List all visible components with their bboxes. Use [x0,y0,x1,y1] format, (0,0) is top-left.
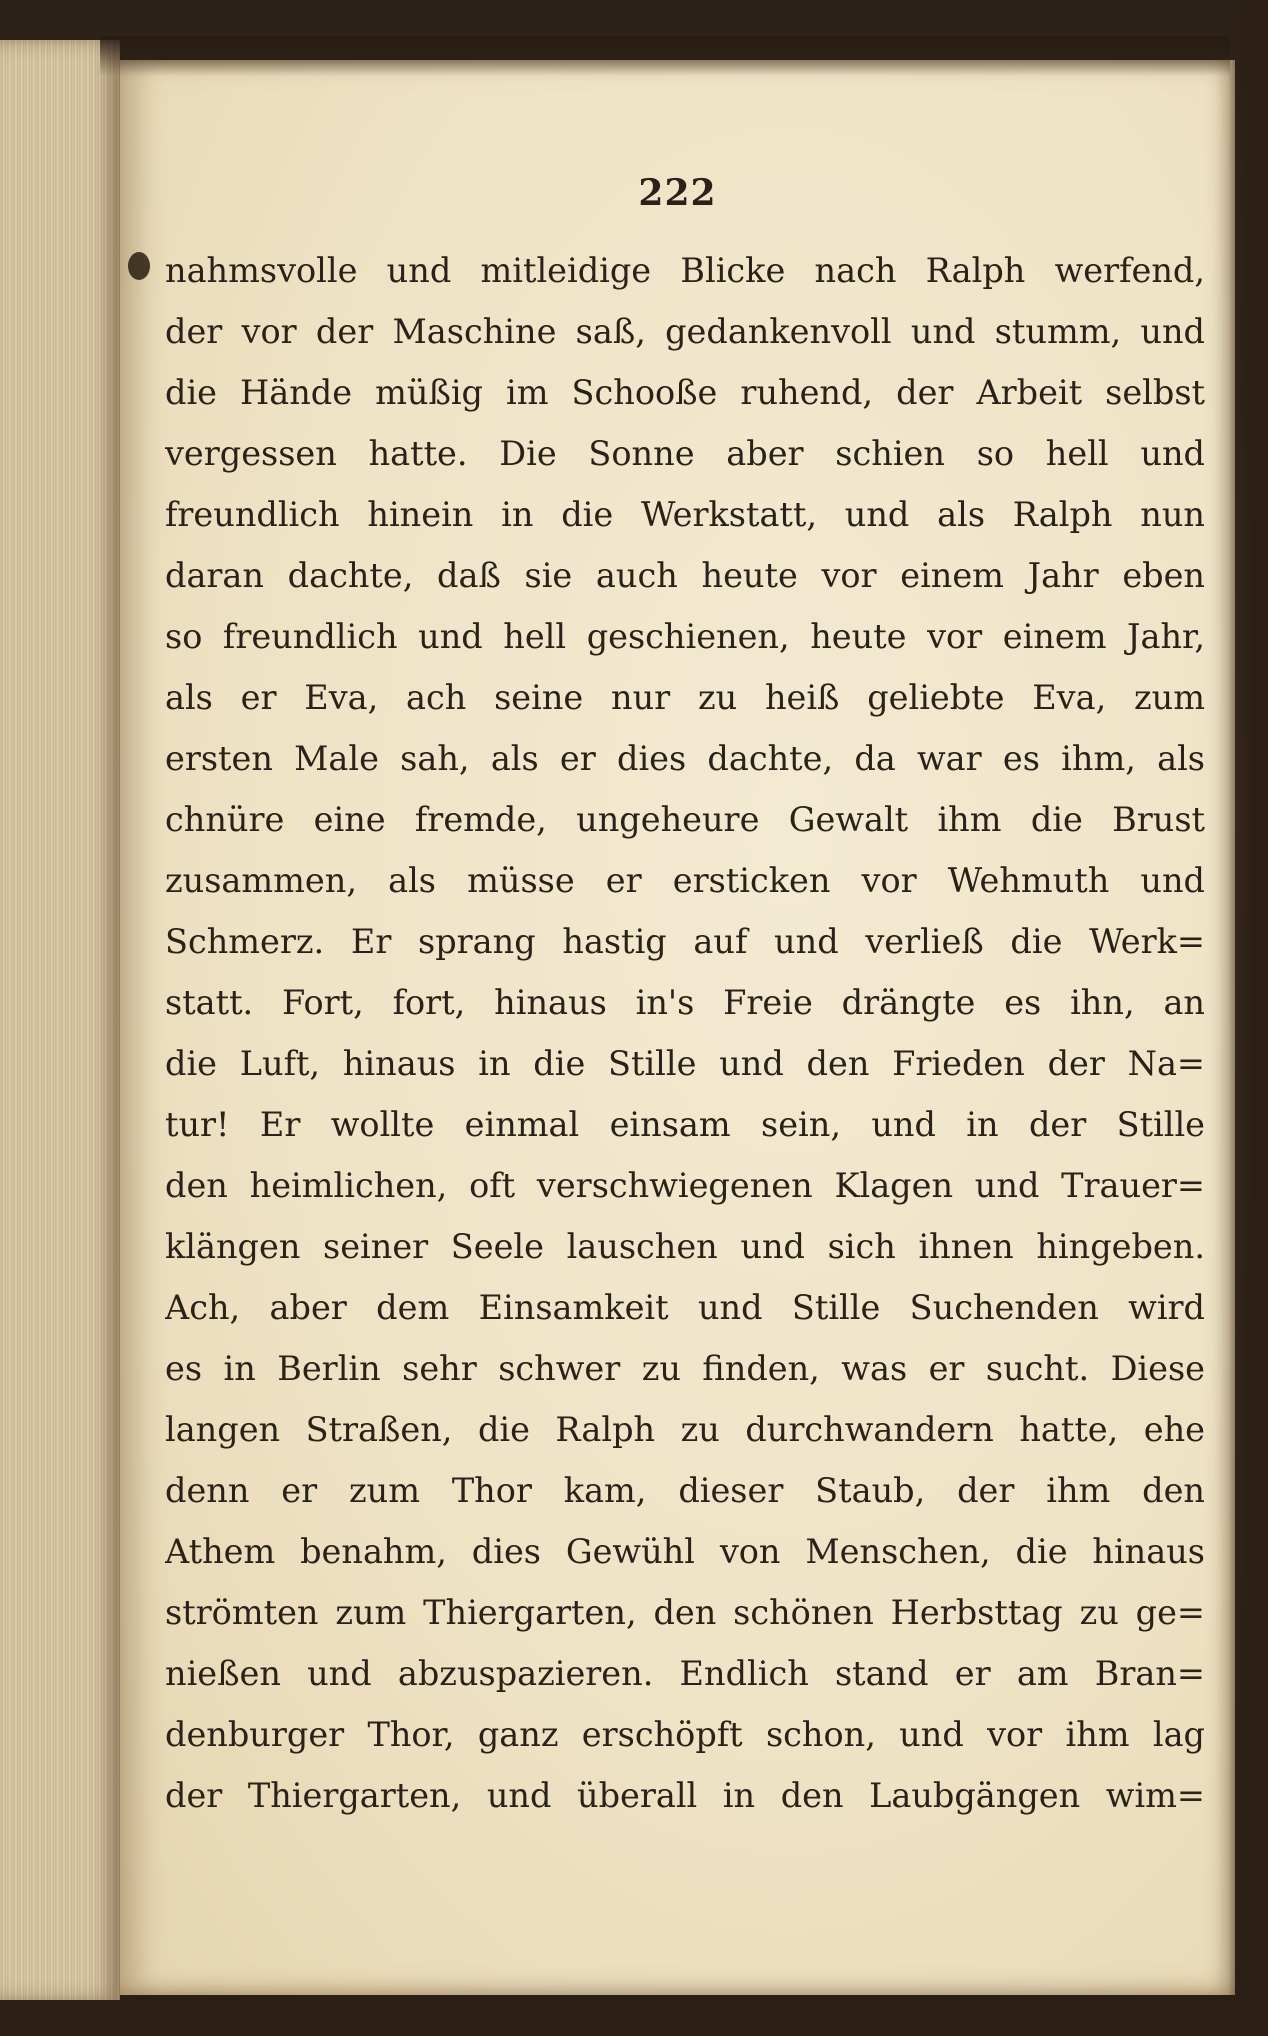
text-line: den heimlichen, oft verschwiegenen Klagen und Trauer= [165,1166,1205,1205]
page-stack-edge [0,40,120,2000]
text-line: der Thiergarten, und überall in den Laubgängen wim= [165,1776,1205,1815]
text-line: tur! Er wollte einmal einsam sein, und in der Stille [165,1105,1205,1144]
text-line: nießen und abzuspazieren. Endlich stand er am Bran= [165,1654,1205,1693]
text-line: als er Eva, ach seine nur zu heiß geliebte Eva, zum [165,678,1205,717]
text-line: chnüre eine fremde, ungeheure Gewalt ihm die Brust [165,800,1205,839]
text-line: nahmsvolle und mitleidige Blicke nach Ralph werfend, [165,251,1205,290]
text-line: vergessen hatte. Die Sonne aber schien so hell und [165,434,1205,473]
right-cover-edge [1228,0,1268,2036]
text-line: freundlich hinein in die Werkstatt, und als Ralph nun [165,495,1205,534]
text-line: klängen seiner Seele lauschen und sich ihnen hingeben. [165,1227,1205,1266]
text-line: Athem benahm, dies Gewühl von Menschen, die hinaus [165,1532,1205,1571]
text-line: denburger Thor, ganz erschöpft schon, und vor ihm lag [165,1715,1205,1754]
text-line: es in Berlin sehr schwer zu finden, was er sucht. Diese [165,1349,1205,1388]
text-line: zusammen, als müsse er ersticken vor Wehmuth und [165,861,1205,900]
text-line: daran dachte, daß sie auch heute vor einem Jahr eben [165,556,1205,595]
text-line: statt. Fort, fort, hinaus in's Freie drängte es ihn, an [165,983,1205,1022]
text-line: so freundlich und hell geschienen, heute vor einem Jahr, [165,617,1205,656]
top-shadow [100,36,1230,76]
text-line: strömten zum Thiergarten, den schönen Herbsttag zu ge= [165,1593,1205,1632]
text-line: langen Straßen, die Ralph zu durchwandern hatte, ehe [165,1410,1205,1449]
text-line: die Hände müßig im Schooße ruhend, der Arbeit selbst [165,373,1205,412]
text-line: der vor der Maschine saß, gedankenvoll und stumm, und [165,312,1205,351]
page-number: 222 [638,172,717,214]
page-text [165,240,1205,1826]
text-line: die Luft, hinaus in die Stille und den Frieden der Na= [165,1044,1205,1083]
text-line: Ach, aber dem Einsamkeit und Stille Suchenden wird [165,1288,1205,1327]
text-line: denn er zum Thor kam, dieser Staub, der ihm den [165,1471,1205,1510]
text-line: ersten Male sah, als er dies dachte, da war es ihm, als [165,739,1205,778]
text-line: Schmerz. Er sprang hastig auf und verließ die Werk= [165,922,1205,961]
ink-stain [128,252,150,280]
